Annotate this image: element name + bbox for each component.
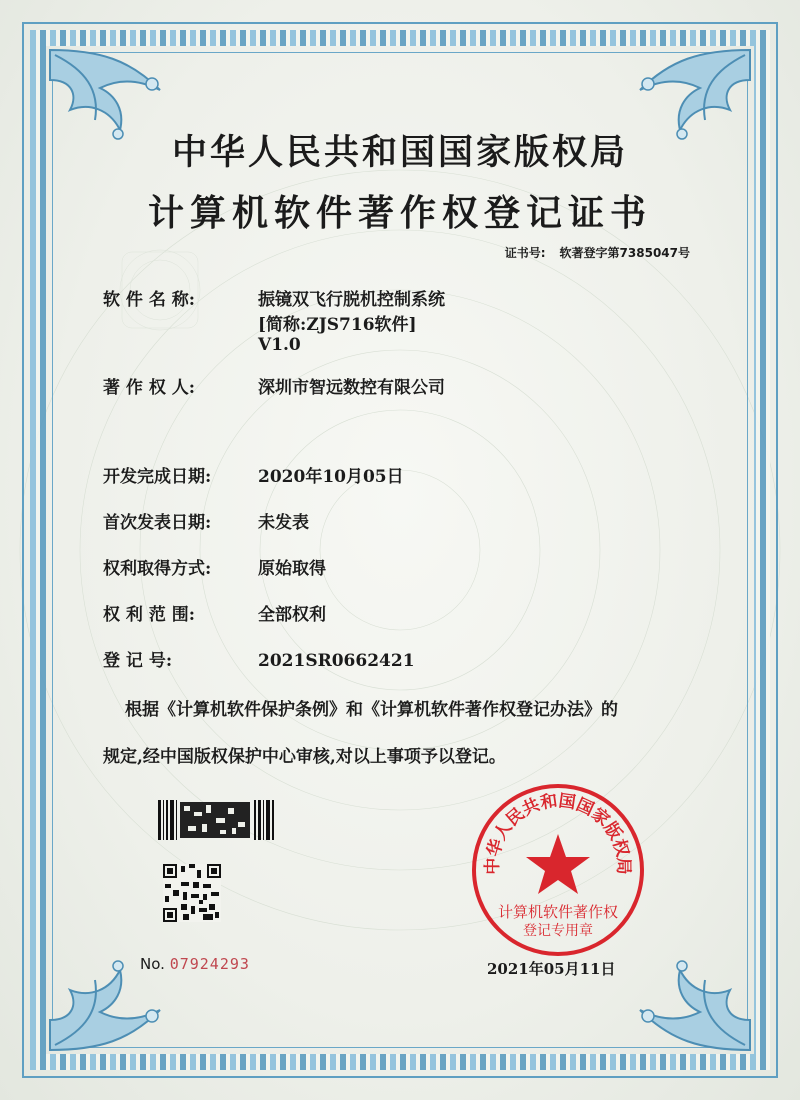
field-label: 权 利 范 围: — [103, 605, 196, 625]
field-owner — [103, 373, 445, 398]
qr-code-icon — [163, 864, 221, 922]
software-version: V1.0 — [258, 335, 301, 355]
cert-number-label: 证书号: — [504, 246, 546, 260]
serial-prefix: No. — [140, 955, 165, 973]
field-dev-date — [103, 462, 404, 487]
field-label: 首次发表日期: — [103, 513, 212, 533]
barcode-icon — [158, 800, 276, 840]
field-value: 2020年10月05日 — [258, 467, 404, 487]
field-acquire-method — [103, 554, 326, 579]
official-seal-icon — [470, 782, 646, 958]
field-label: 权利取得方式: — [103, 559, 212, 579]
certificate-number — [505, 244, 690, 261]
field-publish-date — [103, 508, 309, 533]
field-software-name — [103, 285, 445, 310]
field-registration-number — [103, 646, 415, 671]
field-label: 著 作 权 人: — [103, 378, 196, 398]
field-value: 振镜双飞行脱机控制系统 — [258, 290, 445, 310]
serial-value: 07924293 — [169, 955, 250, 973]
corner-ornament-icon — [40, 930, 190, 1060]
statement-line-1: 根据《计算机软件保护条例》和《计算机软件著作权登记办法》的 — [125, 700, 618, 720]
field-label: 软 件 名 称: — [103, 290, 196, 310]
certificate-title: 计算机软件著作权登记证书 — [147, 192, 652, 234]
field-rights-scope — [103, 600, 326, 625]
seal-inner-text-2: 登记专用章 — [523, 923, 593, 939]
issue-date: 2021年05月11日 — [487, 960, 616, 978]
field-value: 2021SR0662421 — [258, 651, 415, 671]
software-short-name: [简称:ZJS716软件] — [258, 315, 417, 335]
field-label: 开发完成日期: — [103, 467, 212, 487]
field-value: 深圳市智远数控有限公司 — [258, 378, 445, 398]
field-value: 全部权利 — [258, 605, 326, 625]
statement-line-2: 规定,经中国版权保护中心审核,对以上事项予以登记。 — [103, 747, 506, 767]
serial-number — [140, 955, 250, 973]
cert-number-value: 软著登字第7385047号 — [559, 246, 690, 260]
seal-arc-text: 中华人民共和国国家版权局 — [482, 791, 634, 875]
field-value: 原始取得 — [258, 559, 326, 579]
issuer-title: 中华人民共和国国家版权局 — [171, 132, 628, 173]
seal-inner-text-1: 计算机软件著作权 — [497, 903, 619, 921]
field-value: 未发表 — [258, 513, 309, 533]
field-label: 登 记 号: — [103, 651, 173, 671]
